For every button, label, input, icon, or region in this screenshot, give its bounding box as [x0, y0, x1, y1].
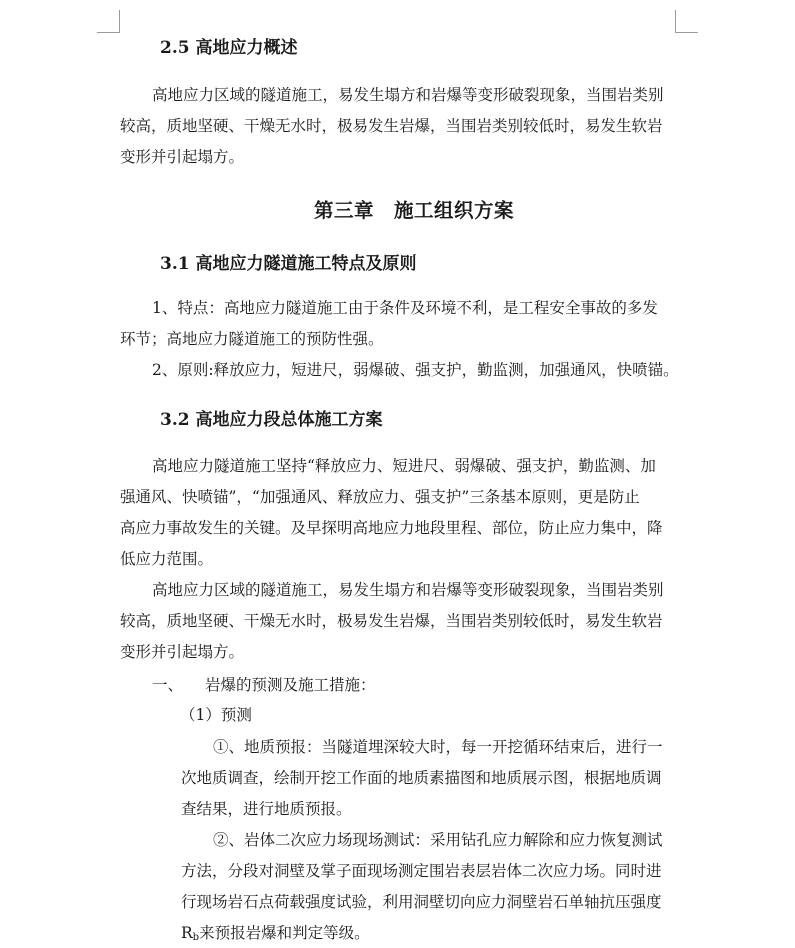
- margin-corner-mark-right: [675, 10, 698, 33]
- section-heading-2-5: 2.5 高地应力概述: [160, 38, 298, 58]
- paragraph-line: 高地应力隧道施工坚持“释放应力、短进尺、弱爆破、强支护，勤监测、加: [152, 457, 656, 475]
- chapter-title: 第三章 施工组织方案: [314, 199, 515, 222]
- paragraph-line: 较高，质地坚硬、干燥无水时，极易发生岩爆，当围岩类别较低时，易发生软岩: [120, 117, 663, 135]
- list-item-text: 岩爆的预测及施工措施：: [205, 676, 376, 694]
- paragraph-line: 高地应力区域的隧道施工，易发生塌方和岩爆等变形破裂现象，当围岩类别: [152, 581, 664, 599]
- paragraph-line: 低应力范围。: [120, 550, 214, 568]
- paragraph-line: 变形并引起塌方。: [120, 643, 245, 661]
- paragraph-line: 次地质调查，绘制开挖工作面的地质素描图和地质展示图，根据地质调: [181, 769, 662, 787]
- paragraph-line: 方法，分段对洞壁及掌子面现场测定围岩表层岩体二次应力场。同时进: [181, 862, 662, 880]
- symbol-r: R: [181, 924, 193, 942]
- paragraph-line: 2、原则:释放应力，短进尺，弱爆破、强支护，勤监测，加强通风，快喷锚。: [152, 361, 679, 379]
- paragraph-line: 高应力事故发生的关键。及早探明高地应力地段里程、部位，防止应力集中，降: [120, 519, 663, 537]
- section-heading-3-1: 3.1 高地应力隧道施工特点及原则: [160, 254, 417, 274]
- paragraph-line: ①、地质预报：当隧道埋深较大时，每一开挖循环结束后，进行一: [213, 738, 663, 756]
- paragraph-line: 较高，质地坚硬、干燥无水时，极易发生岩爆，当围岩类别较低时，易发生软岩: [120, 612, 663, 630]
- subsection-label: （1）预测: [180, 706, 252, 724]
- paragraph-line: ②、岩体二次应力场现场测试：采用钻孔应力解除和应力恢复测试: [213, 831, 663, 849]
- paragraph-text: 来预报岩爆和判定等级。: [199, 924, 370, 942]
- paragraph-line: 行现场岩石点荷载强度试验，利用洞壁切向应力洞壁岩石单轴抗压强度: [181, 893, 662, 911]
- paragraph-line: 高地应力区域的隧道施工，易发生塌方和岩爆等变形破裂现象，当围岩类别: [152, 86, 664, 104]
- symbol-subscript-b: b: [192, 932, 200, 943]
- section-heading-3-2: 3.2 高地应力段总体施工方案: [160, 410, 383, 430]
- paragraph-line: 强通风、快喷锚”，“加强通风、释放应力、强支护”三条基本原则，更是防止: [120, 488, 640, 506]
- paragraph-line: 1、特点：高地应力隧道施工由于条件及环境不利，是工程安全事故的多发: [152, 299, 658, 317]
- paragraph-line: 环节；高地应力隧道施工的预防性强。: [120, 330, 384, 348]
- paragraph-line: 查结果，进行地质预报。: [181, 800, 352, 818]
- margin-corner-mark-left: [97, 10, 120, 33]
- list-number: 一、: [152, 676, 184, 694]
- paragraph-line: [181, 923, 370, 948]
- paragraph-line: 变形并引起塌方。: [120, 148, 245, 166]
